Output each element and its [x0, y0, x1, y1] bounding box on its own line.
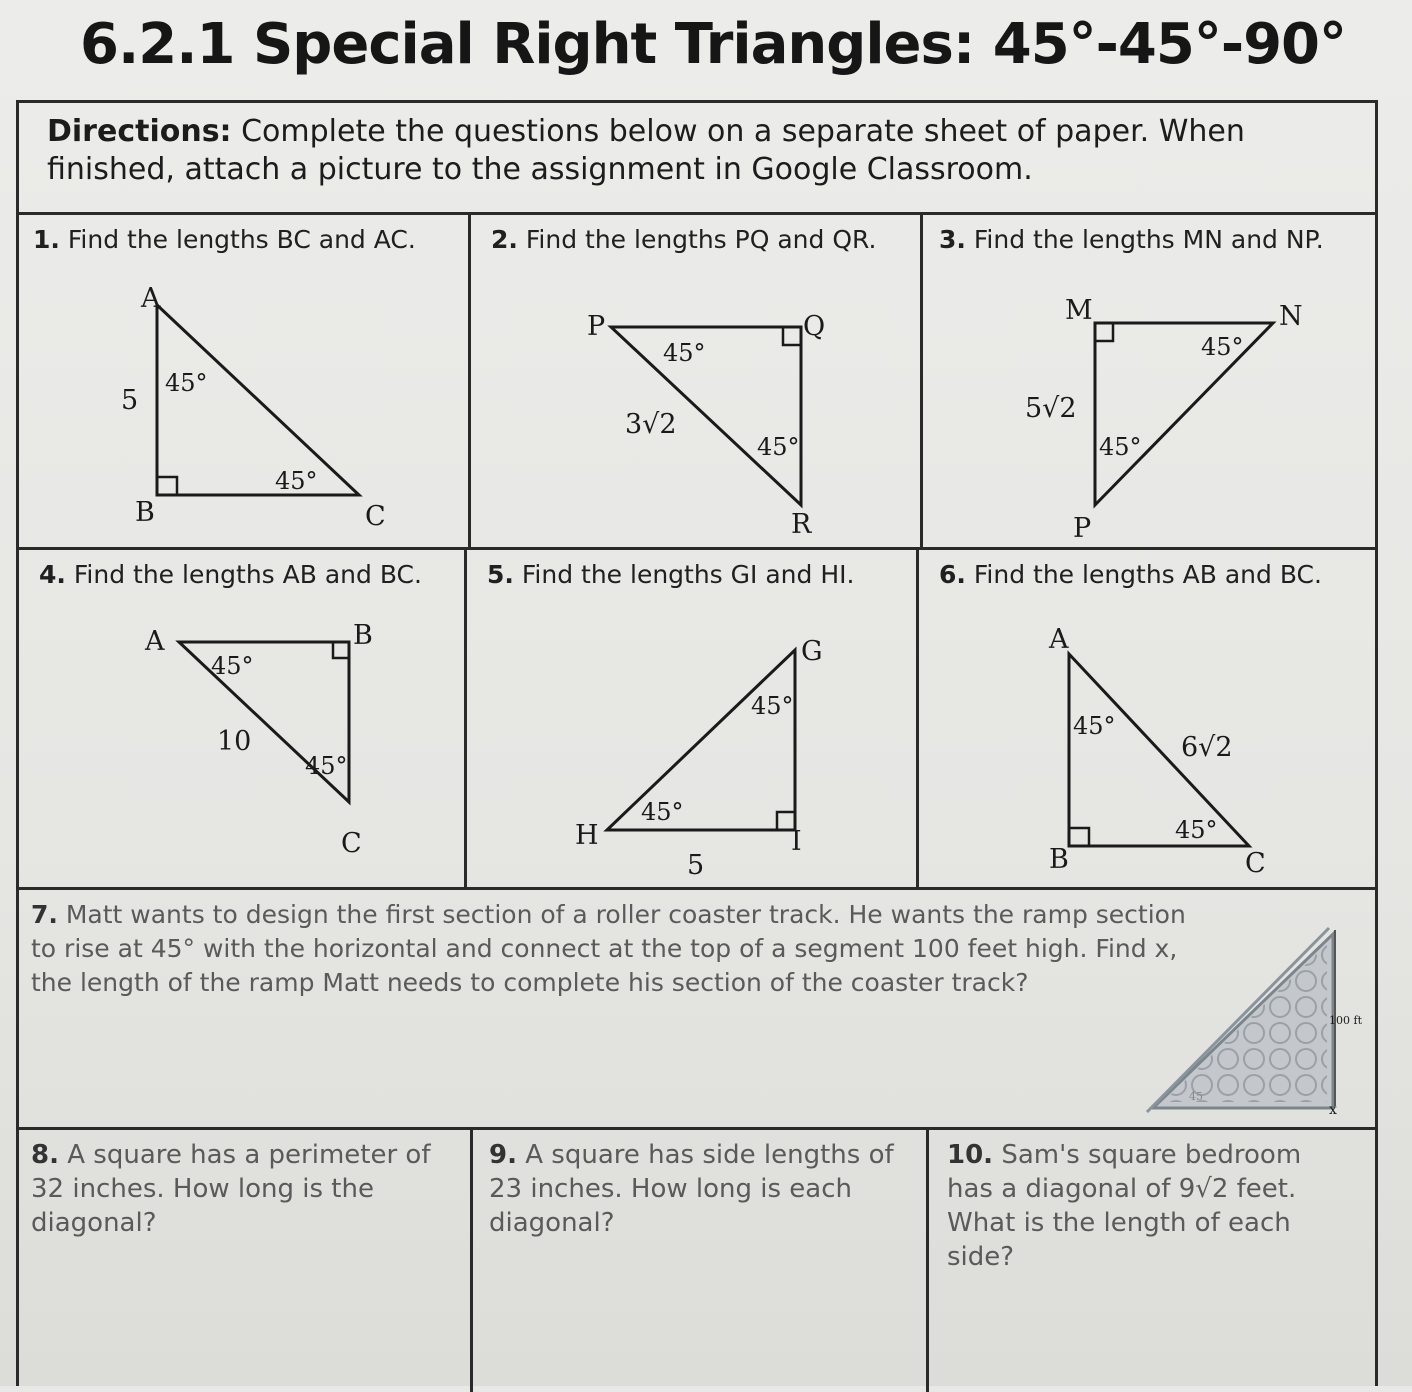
question-row-4: [19, 1130, 1375, 1392]
question-number: 10.: [947, 1140, 994, 1170]
vertex-label-m: M: [1065, 295, 1093, 326]
question-text: A square has side lengths of 23 inches. How long is each diagonal?: [489, 1140, 894, 1238]
vertex-label-i: I: [791, 826, 802, 857]
vertex-label-b: B: [135, 497, 155, 528]
triangle-diagram-5: [467, 550, 919, 890]
vertex-label-q: Q: [803, 311, 826, 342]
directions-text: Complete the questions below on a separate sheet of paper. When finished, attach a picture to the assignment in Google Classroom.: [47, 114, 1245, 187]
question-text: Find the lengths MN and NP.: [965, 225, 1324, 254]
page-title: 6.2.1 Special Right Triangles: 45°-45°-90°: [80, 12, 1347, 77]
side-length-label: 10: [217, 726, 252, 757]
angle-label-bottom: 45°: [1099, 433, 1142, 461]
question-10: [929, 1130, 1375, 1392]
vertex-label-r: R: [791, 509, 812, 540]
vertex-label-c: C: [1245, 848, 1266, 879]
question-3: [923, 215, 1375, 547]
question-5: [467, 550, 919, 887]
angle-label-right: 45°: [757, 433, 800, 461]
angle-label-right: 45°: [275, 467, 318, 495]
question-row-2: [19, 550, 1375, 890]
angle-label-top: 45°: [165, 369, 208, 397]
worksheet-grid: [16, 100, 1378, 1386]
question-number: 1.: [33, 225, 60, 254]
roller-coaster-diagram: [19, 890, 1375, 1130]
question-number: 4.: [39, 560, 66, 589]
question-text: Find the lengths BC and AC.: [59, 225, 416, 254]
question-number: 7.: [31, 900, 58, 929]
angle-label-top: 45°: [663, 339, 706, 367]
question-9: [473, 1130, 929, 1392]
angle-label-left: 45°: [641, 798, 684, 826]
triangle-diagram-1: [19, 215, 471, 550]
side-length-label: 3√2: [625, 409, 677, 440]
question-text: Matt wants to design the first section of a roller coaster track. He wants the ramp section to rise at 45° with the horizontal and connect at the top of a segment 100 feet high. Find x, the length of the ramp Matt needs to complete his section of the coaster track?: [31, 900, 1186, 997]
vertex-label-a: A: [1049, 624, 1069, 655]
vertex-label-h: H: [575, 820, 599, 851]
question-text: A square has a perimeter of 32 inches. How long is the diagonal?: [31, 1140, 431, 1238]
question-6: [919, 550, 1375, 887]
question-7: [19, 890, 1375, 1127]
vertex-label-g: G: [801, 636, 823, 667]
question-number: 8.: [31, 1140, 59, 1170]
question-number: 2.: [491, 225, 518, 254]
vertex-label-a: A: [141, 283, 161, 314]
angle-label-top: 45°: [211, 652, 254, 680]
triangle-diagram-6: [919, 550, 1375, 890]
question-number: 3.: [939, 225, 966, 254]
question-text: Find the lengths AB and BC.: [65, 560, 422, 589]
angle-label-right: 45°: [305, 752, 348, 780]
side-length-label: 5√2: [1025, 393, 1077, 424]
angle-label-top: 45°: [751, 692, 794, 720]
question-text: Find the lengths GI and HI.: [513, 560, 855, 589]
directions-label: Directions:: [47, 114, 232, 149]
question-text: Find the lengths AB and BC.: [965, 560, 1322, 589]
triangle-diagram-3: [923, 215, 1375, 550]
question-text: Find the lengths PQ and QR.: [517, 225, 877, 254]
question-text: Sam's square bedroom has a diagonal of 9√2 feet. What is the length of each side?: [947, 1140, 1302, 1272]
question-number: 6.: [939, 560, 966, 589]
ramp-length-label: x: [1329, 1102, 1337, 1118]
side-length-label: 5: [687, 850, 705, 881]
vertex-label-p: P: [587, 311, 606, 342]
angle-label-right: 45°: [1175, 816, 1218, 844]
side-length-label: 5: [121, 385, 139, 416]
angle-label-top: 45°: [1073, 712, 1116, 740]
vertex-label-b: B: [353, 620, 373, 651]
vertex-label-n: N: [1279, 301, 1303, 332]
vertex-label-a: A: [145, 626, 165, 657]
vertex-label-b: B: [1049, 844, 1069, 875]
question-row-1: [19, 215, 1375, 550]
vertex-label-c: C: [365, 501, 386, 532]
directions-box: [19, 103, 1375, 215]
question-number: 9.: [489, 1140, 517, 1170]
vertex-label-p: P: [1073, 513, 1092, 544]
question-4: [19, 550, 467, 887]
question-1: [19, 215, 471, 547]
height-label: 100 ft: [1329, 1014, 1362, 1027]
triangle-diagram-4: [19, 550, 467, 890]
angle-label: 45: [1189, 1090, 1203, 1103]
triangle-diagram-2: [471, 215, 923, 550]
question-2: [471, 215, 923, 547]
side-length-label: 6√2: [1181, 732, 1233, 763]
question-row-3: [19, 890, 1375, 1130]
vertex-label-c: C: [341, 828, 362, 859]
question-8: [19, 1130, 473, 1392]
question-number: 5.: [487, 560, 514, 589]
angle-label-top: 45°: [1201, 333, 1244, 361]
